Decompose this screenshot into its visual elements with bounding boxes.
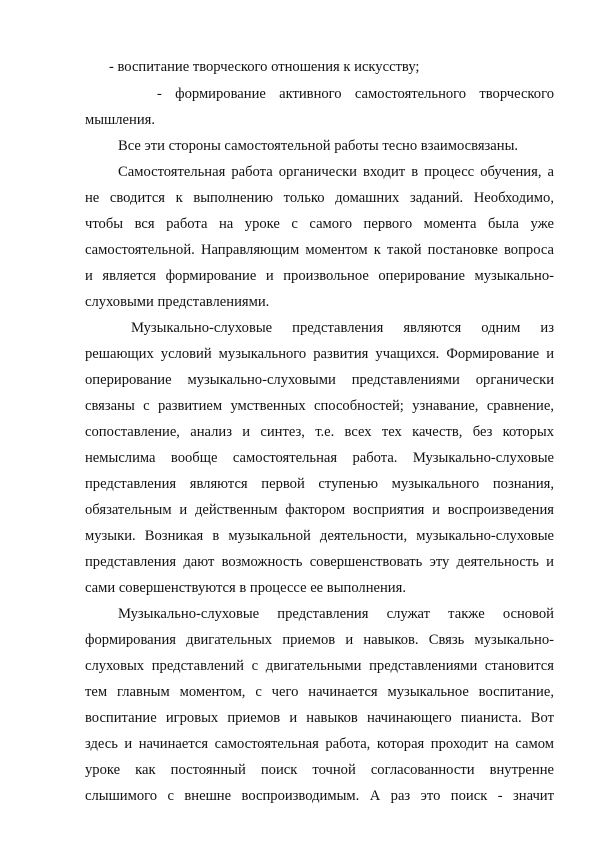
paragraph-3-line-3: слуховых представлений с двигательными представлениями становится [85,658,554,674]
paragraph-1-line-4: самостоятельной. Направляющим моментом к такой постановке вопроса [85,242,554,258]
paragraph-2-line-5: сопоставление, анализ и синтез, т.е. всех тех качеств, без которых [85,424,554,440]
paragraph-1-line-2: не сводится к выполнению только домашних заданий. Необходимо, [85,190,554,206]
paragraph-2-line-3: оперирование музыкально-слуховыми представлениями органически [85,372,554,388]
text-line-3: мышления. [85,112,156,128]
paragraph-1-line-3: чтобы вся работа на уроке с самого первого момента была уже [85,216,554,232]
paragraph-3-line-2: формирования двигательных приемов и навыков. Связь музыкально- [85,632,554,648]
paragraph-2-line-9: музыки. Возникая в музыкальной деятельности, музыкально-слуховые [85,528,554,544]
paragraph-3-line-8: слышимого с внешне воспроизводимым. А раз это поиск - значит [85,788,554,804]
bullet-line-1: - воспитание творческого отношения к искусству; [109,59,420,75]
paragraph-2-line-11: сами совершенствуются в процессе ее выполнения. [85,580,406,596]
paragraph-3-line-7: уроке как постоянный поиск точной согласованности внутренне [85,762,554,778]
paragraph-2-line-10: представления дают возможность совершенствовать эту деятельность и [85,554,554,570]
paragraph-2-line-7: представления являются первой ступенью музыкального познания, [85,476,554,492]
paragraph-2-line-1: Музыкально-слуховые представления являются одним из [131,320,554,336]
paragraph-1-line-5: и является формирование и произвольное оперирование музыкально- [85,268,554,284]
paragraph-2-line-8: обязательным и действенным фактором восприятия и воспроизведения [85,502,554,518]
bullet-line-2: - формирование активного самостоятельного творческого [157,86,554,102]
paragraph-2-line-2: решающих условий музыкального развития учащихся. Формирование и [85,346,554,362]
paragraph-2-line-6: немыслима вообще самостоятельная работа. Музыкально-слуховые [85,450,554,466]
paragraph-1-line-1: Самостоятельная работа органически входит в процесс обучения, а [118,164,554,180]
text-line-4: Все эти стороны самостоятельной работы тесно взаимосвязаны. [118,138,519,154]
paragraph-3-line-1: Музыкально-слуховые представления служат также основой [118,606,554,622]
paragraph-3-line-4: тем главным моментом, с чего начинается музыкальное воспитание, [85,684,554,700]
paragraph-1-line-6: слуховыми представлениями. [85,294,270,310]
paragraph-3-line-5: воспитание игровых приемов и навыков начинающего пианиста. Вот [85,710,554,726]
paragraph-2-line-4: связаны с развитием умственных способностей; узнавание, сравнение, [85,398,554,414]
paragraph-3-line-6: здесь и начинается самостоятельная работа, которая проходит на самом [85,736,554,752]
